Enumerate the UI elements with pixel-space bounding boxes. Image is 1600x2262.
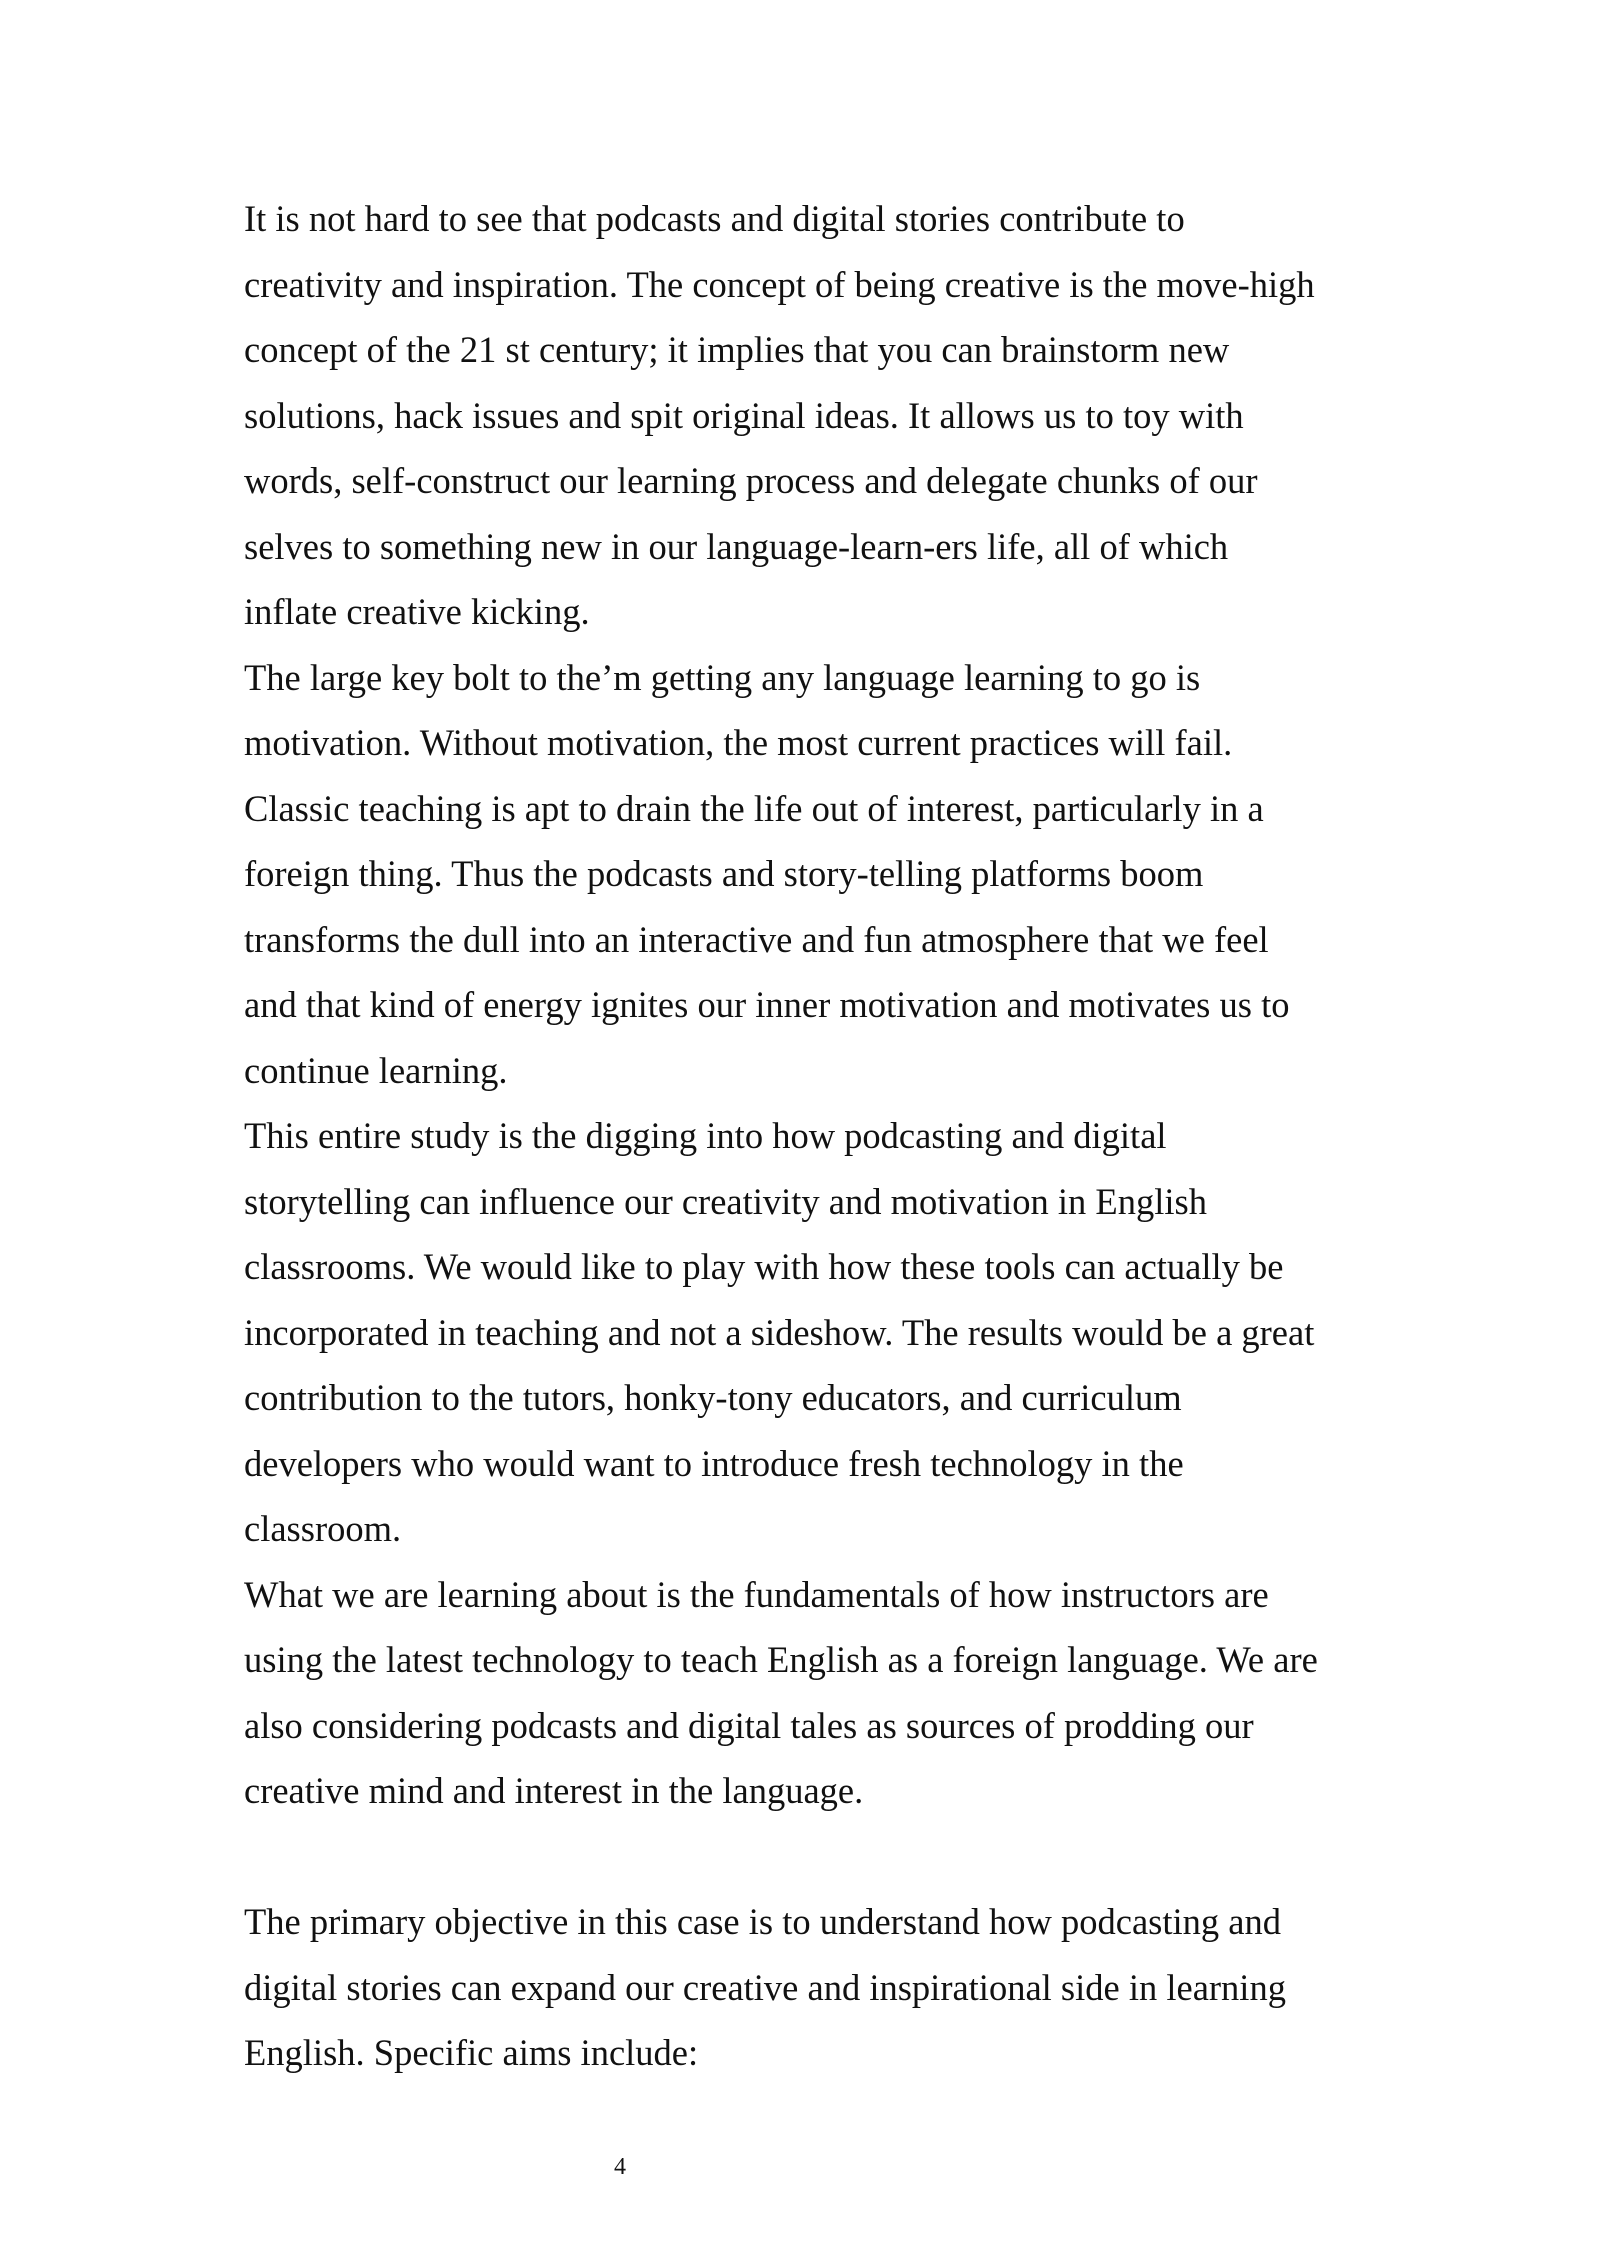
text-line: storytelling can influence our creativity and motivation in English	[244, 1180, 1207, 1222]
text-line: classrooms. We would like to play with how these tools can actually be	[244, 1246, 1284, 1287]
body-text	[244, 186, 1374, 2086]
blank-line	[244, 1824, 1374, 1890]
text-line: selves to something new in our language-learn-ers life, all of which	[244, 525, 1229, 567]
text-line: also considering podcasts and digital tales as sources of prodding our	[244, 1704, 1254, 1746]
text-line: creativity and inspiration. The concept of being creative is the move-high	[244, 263, 1315, 305]
text-line: contribution to the tutors, honky-tony educators, and curriculum	[244, 1377, 1182, 1418]
text-line: inflate creative kicking.	[244, 591, 590, 632]
text-line: It is not hard to see that podcasts and digital stories contribute to	[244, 198, 1185, 239]
text-line: The primary objective in this case is to understand how podcasting and	[244, 1901, 1281, 1942]
text-line: Classic teaching is apt to drain the life out of interest, particularly in a	[244, 787, 1264, 829]
text-line: words, self-construct our learning process and delegate chunks of our	[244, 460, 1258, 501]
text-line: English. Specific aims include:	[244, 2032, 699, 2073]
text-line: solutions, hack issues and spit original ideas. It allows us to toy with	[244, 394, 1244, 436]
text-line: and that kind of energy ignites our inner motivation and motivates us to	[244, 984, 1290, 1025]
text-line: motivation. Without motivation, the most current practices will fail.	[244, 722, 1233, 763]
text-line: continue learning.	[244, 1049, 508, 1091]
text-line: The large key bolt to the’m getting any language learning to go is	[244, 656, 1201, 698]
text-line: incorporated in teaching and not a sideshow. The results would be a great	[244, 1311, 1315, 1353]
text-line: This entire study is the digging into how podcasting and digital	[244, 1115, 1167, 1156]
text-line: classroom.	[244, 1508, 402, 1549]
text-line: transforms the dull into an interactive and fun atmosphere that we feel	[244, 918, 1269, 960]
text-line: using the latest technology to teach English as a foreign language. We are	[244, 1639, 1318, 1680]
text-line: concept of the 21 st century; it implies that you can brainstorm new	[244, 329, 1230, 370]
text-line: foreign thing. Thus the podcasts and story-telling platforms boom	[244, 853, 1204, 894]
text-line: creative mind and interest in the language.	[244, 1770, 864, 1811]
text-line: developers who would want to introduce fresh technology in the	[244, 1442, 1184, 1484]
text-line: digital stories can expand our creative and inspirational side in learning	[244, 1966, 1286, 2008]
page-number: 4	[614, 2154, 626, 2180]
text-line: What we are learning about is the fundamentals of how instructors are	[244, 1573, 1269, 1615]
